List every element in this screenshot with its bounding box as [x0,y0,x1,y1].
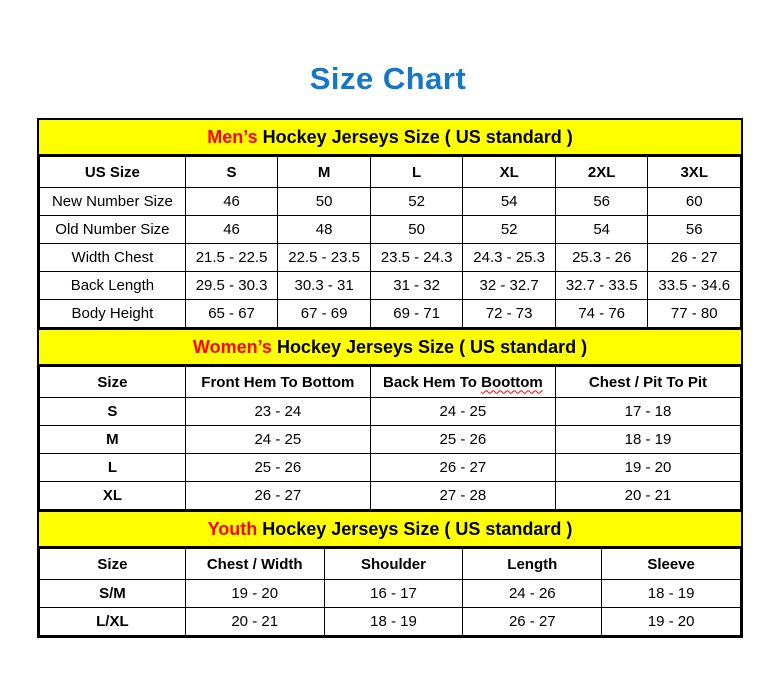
column-header-text: Back Hem To [383,373,482,391]
cell: 19 - 20 [555,454,740,482]
cell: 24 - 25 [185,426,370,454]
column-header: 3XL [648,157,741,188]
cell: 22.5 - 23.5 [278,244,371,272]
column-header: Shoulder [324,549,463,580]
row-label: S/M [40,580,186,608]
mens-banner-highlight: Men’s [207,127,258,147]
cell: 60 [648,188,741,216]
cell: 20 - 21 [555,482,740,510]
mens-table-banner [39,120,741,156]
womens-banner-text: Hockey Jerseys Size ( US standard ) [271,337,588,357]
column-header: Chest / Width [185,549,324,580]
mens-table-header [40,157,741,188]
row-label: M [40,426,186,454]
column-header: Front Hem To Bottom [185,367,370,398]
youth-table-header [40,549,741,580]
cell: 74 - 76 [555,300,648,328]
cell: 50 [278,188,371,216]
cell: 26 - 27 [463,608,602,636]
cell: 52 [463,216,556,244]
cell: 72 - 73 [463,300,556,328]
column-header: Size [40,549,186,580]
row-label: XL [40,482,186,510]
column-header: US Size [40,157,186,188]
cell: 46 [185,188,278,216]
mens-size-table [39,156,741,328]
cell: 31 - 32 [370,272,463,300]
cell: 18 - 19 [555,426,740,454]
cell: 25.3 - 26 [555,244,648,272]
cell: 24 - 25 [370,398,555,426]
youth-banner-text: Hockey Jerseys Size ( US standard ) [257,519,573,539]
cell: 50 [370,216,463,244]
row-label: L/XL [40,608,186,636]
cell: 48 [278,216,371,244]
table-row [40,188,741,216]
cell: 69 - 71 [370,300,463,328]
womens-table-header [40,367,741,398]
cell: 24 - 26 [463,580,602,608]
row-label: S [40,398,186,426]
table-row [40,482,741,510]
page-title: Size Chart [309,61,467,96]
column-header [370,367,555,398]
cell: 56 [648,216,741,244]
mens-banner-text: Hockey Jerseys Size ( US standard ) [257,127,573,147]
cell: 20 - 21 [185,608,324,636]
youth-table-banner [39,510,741,548]
row-label: Back Length [40,272,186,300]
column-header: Sleeve [602,549,741,580]
cell: 54 [555,216,648,244]
cell: 19 - 20 [602,608,741,636]
mens-table-body [40,188,741,328]
womens-table-banner [39,328,741,366]
row-label: L [40,454,186,482]
cell: 23 - 24 [185,398,370,426]
cell: 77 - 80 [648,300,741,328]
cell: 65 - 67 [185,300,278,328]
table-row [40,300,741,328]
youth-header-row [40,549,741,580]
row-label: New Number Size [40,188,186,216]
column-header: Size [40,367,186,398]
cell: 18 - 19 [324,608,463,636]
cell: 67 - 69 [278,300,371,328]
cell: 33.5 - 34.6 [648,272,741,300]
womens-header-row [40,367,741,398]
row-label: Body Height [40,300,186,328]
cell: 29.5 - 30.3 [185,272,278,300]
youth-table-body [40,580,741,636]
cell: 18 - 19 [602,580,741,608]
column-header: Chest / Pit To Pit [555,367,740,398]
column-header: Length [463,549,602,580]
cell: 25 - 26 [185,454,370,482]
table-row [40,608,741,636]
table-row [40,398,741,426]
column-header: 2XL [555,157,648,188]
table-row [40,426,741,454]
youth-size-table [39,548,741,636]
column-header: S [185,157,278,188]
table-row [40,272,741,300]
cell: 52 [370,188,463,216]
cell: 17 - 18 [555,398,740,426]
cell: 21.5 - 22.5 [185,244,278,272]
table-row [40,244,741,272]
cell: 56 [555,188,648,216]
cell: 54 [463,188,556,216]
table-row [40,216,741,244]
cell: 32.7 - 33.5 [555,272,648,300]
cell: 25 - 26 [370,426,555,454]
cell: 16 - 17 [324,580,463,608]
cell: 46 [185,216,278,244]
cell: 26 - 27 [370,454,555,482]
misspelled-word-underlined: Boottom [481,373,543,391]
cell: 26 - 27 [185,482,370,510]
cell: 19 - 20 [185,580,324,608]
cell: 32 - 32.7 [463,272,556,300]
mens-header-row [40,157,741,188]
table-row [40,454,741,482]
column-header: XL [463,157,556,188]
column-header: M [278,157,371,188]
row-label: Width Chest [40,244,186,272]
cell: 24.3 - 25.3 [463,244,556,272]
table-row [40,580,741,608]
cell: 30.3 - 31 [278,272,371,300]
womens-size-table [39,366,741,510]
row-label: Old Number Size [40,216,186,244]
youth-banner-highlight: Youth [207,519,258,539]
column-header: L [370,157,463,188]
womens-banner-highlight: Women’s [192,337,272,357]
cell: 27 - 28 [370,482,555,510]
womens-table-body [40,398,741,510]
cell: 23.5 - 24.3 [370,244,463,272]
size-chart [37,118,743,638]
cell: 26 - 27 [648,244,741,272]
